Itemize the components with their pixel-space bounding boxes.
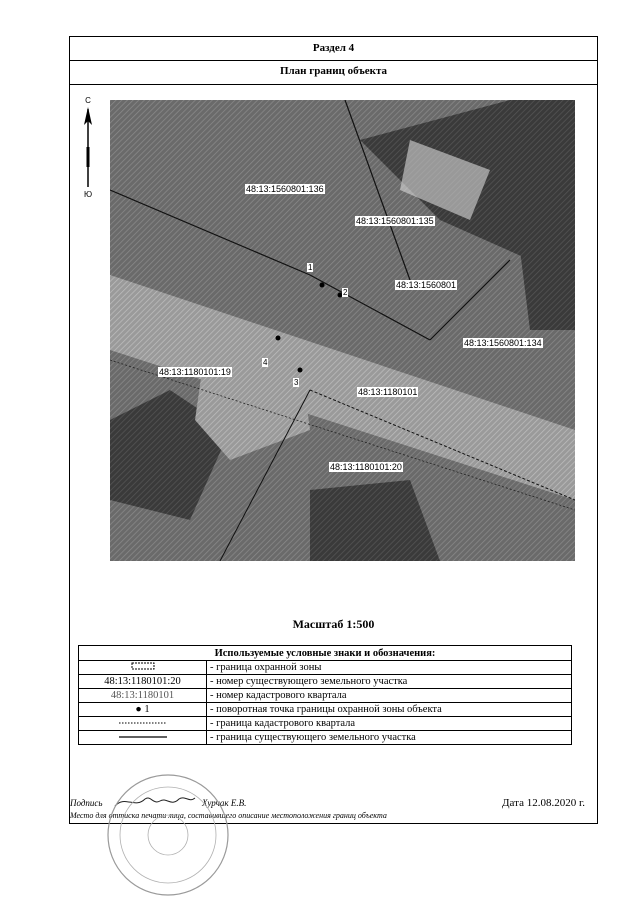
legend-symbol: 48:13:1180101:20 bbox=[79, 675, 207, 689]
legend-row bbox=[79, 731, 572, 745]
parcel-label-135: 48:13:1560801:135 bbox=[356, 216, 434, 226]
legend-row bbox=[79, 717, 572, 731]
signature-label: Подпись bbox=[70, 798, 103, 808]
legend-row bbox=[79, 703, 572, 717]
legend-symbol-parcel bbox=[79, 731, 207, 745]
scale-label: Масштаб 1:500 bbox=[292, 617, 375, 631]
signer-name: Хурчак Е.В. bbox=[202, 798, 247, 808]
south-label: Ю bbox=[83, 190, 93, 199]
stamp-place-note: Место для оттиска печати лица, составившего описание местоположения границ объекта bbox=[70, 811, 387, 820]
north-arrow-icon bbox=[80, 95, 96, 205]
solid-line-icon bbox=[119, 734, 167, 740]
parcel-label-20: 48:13:1180101:20 bbox=[330, 462, 402, 472]
legend-desc: - граница охранной зоны bbox=[207, 661, 572, 675]
aerial-map bbox=[110, 100, 575, 561]
quarter-label-1180101: 48:13:1180101 bbox=[358, 387, 418, 397]
point-label-1: 1 bbox=[308, 263, 313, 272]
legend-symbol: ● 1 bbox=[79, 703, 207, 717]
zone-boundary-icon bbox=[131, 662, 155, 670]
legend-row bbox=[79, 689, 572, 703]
legend-symbol-quarter bbox=[79, 717, 207, 731]
document-frame bbox=[69, 36, 598, 824]
legend-desc: - номер существующего земельного участка bbox=[207, 675, 572, 689]
point-label-3: 3 bbox=[294, 378, 299, 387]
quarter-label-1560801: 48:13:1560801 bbox=[396, 280, 457, 290]
north-label: С bbox=[85, 96, 91, 105]
legend-desc: - граница кадастрового квартала bbox=[207, 717, 572, 731]
legend-desc: - граница существующего земельного участка bbox=[207, 731, 572, 745]
seal-stamp-icon bbox=[103, 770, 233, 900]
document-date: Дата 12.08.2020 г. bbox=[502, 797, 585, 809]
parcel-label-134: 48:13:1560801:134 bbox=[464, 338, 542, 348]
point-label-4: 4 bbox=[263, 358, 268, 367]
legend-desc: - поворотная точка границы охранной зоны объекта bbox=[207, 703, 572, 717]
legend-table bbox=[78, 645, 572, 745]
legend-row bbox=[79, 675, 572, 689]
legend-heading: Используемые условные знаки и обозначения: bbox=[79, 646, 572, 661]
parcel-label-136: 48:13:1560801:136 bbox=[246, 184, 324, 194]
map-image bbox=[110, 100, 575, 561]
legend-desc: - номер кадастрового квартала bbox=[207, 689, 572, 703]
section-title: Раздел 4 bbox=[70, 37, 597, 61]
legend-symbol-zone bbox=[79, 661, 207, 675]
point-label-2: 2 bbox=[343, 288, 348, 297]
legend-row bbox=[79, 661, 572, 675]
dashed-line-icon bbox=[119, 720, 167, 726]
parcel-label-19: 48:13:1180101:19 bbox=[159, 367, 231, 377]
page-title: План границ объекта bbox=[70, 60, 597, 85]
legend-symbol: 48:13:1180101 bbox=[79, 689, 207, 703]
